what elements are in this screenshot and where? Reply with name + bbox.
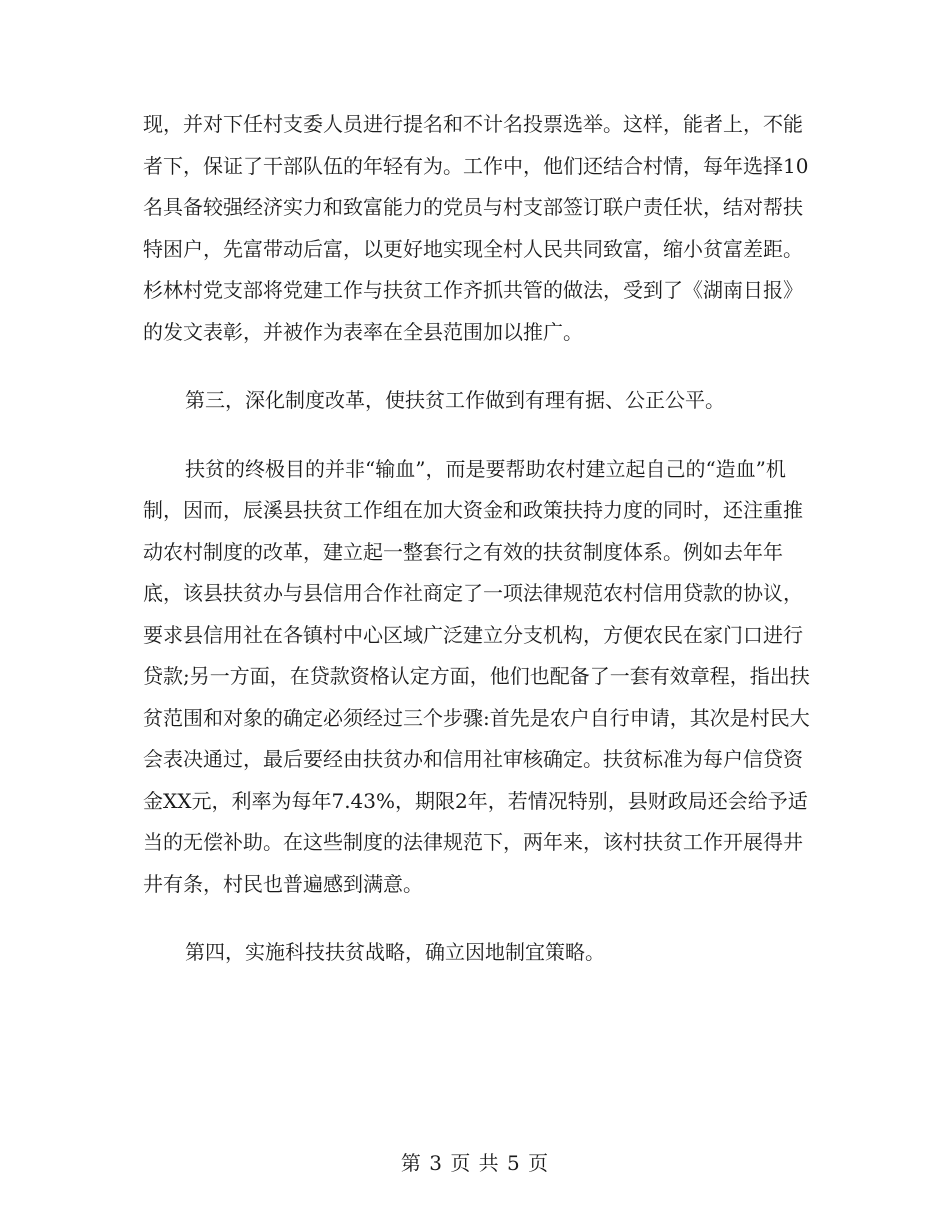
paragraph-system-reform: 扶贫的终极目的并非“输血”，而是要帮助农村建立起自己的“造血”机制，因而，辰溪县扶贫工作组在加大资金和政策扶持力度的同时，还注重推动农村制度的改革，建立起一整套行之有效的扶贫制度体系。例如去年年底，该县扶贫办与县信用合作社商定了一项法律规范农村信用贷款的协议，要求县信用社在各镇村中心区域广泛建立分支机构，方便农民在家门口进行贷款;另一方面，在贷款资格认定方面，他们也配备了一套有效章程，指出扶贫范围和对象的确定必须经过三个步骤:首先是农户自行申请，其次是村民大会表决通过，最后要经由扶贫办和信用社审核确定。扶贫标准为每户信贷资金XX元，利率为每年7.43%，期限2年，若情况特别，县财政局还会给予适当的无偿补助。在这些制度的法律规范下，两年来，该村扶贫工作开展得井井有条，村民也普遍感到满意。 xyxy=(143,456,810,896)
paragraph-point-four: 第四，实施科技扶贫战略，确立因地制宜策略。 xyxy=(185,940,605,964)
paragraph-point-three: 第三，深化制度改革，使扶贫工作做到有理有据、公正公平。 xyxy=(185,388,725,412)
document-body xyxy=(143,104,811,974)
page-number-footer: 第 3 页 共 5 页 xyxy=(400,1151,550,1175)
paragraph-continuation: 现，并对下任村支委人员进行提名和不计名投票选举。这样，能者上，不能者下，保证了干部队伍的年轻有为。工作中，他们还结合村情，每年选择10名具备较强经济实力和致富能力的党员与村支部签订联户责任状，结对帮扶特困户，先富带动后富，以更好地实现全村人民共同致富，缩小贫富差距。杉林村党支部将党建工作与扶贫工作齐抓共管的做法，受到了《湖南日报》的发文表彰，并被作为表率在全县范围加以推广。 xyxy=(143,112,809,344)
